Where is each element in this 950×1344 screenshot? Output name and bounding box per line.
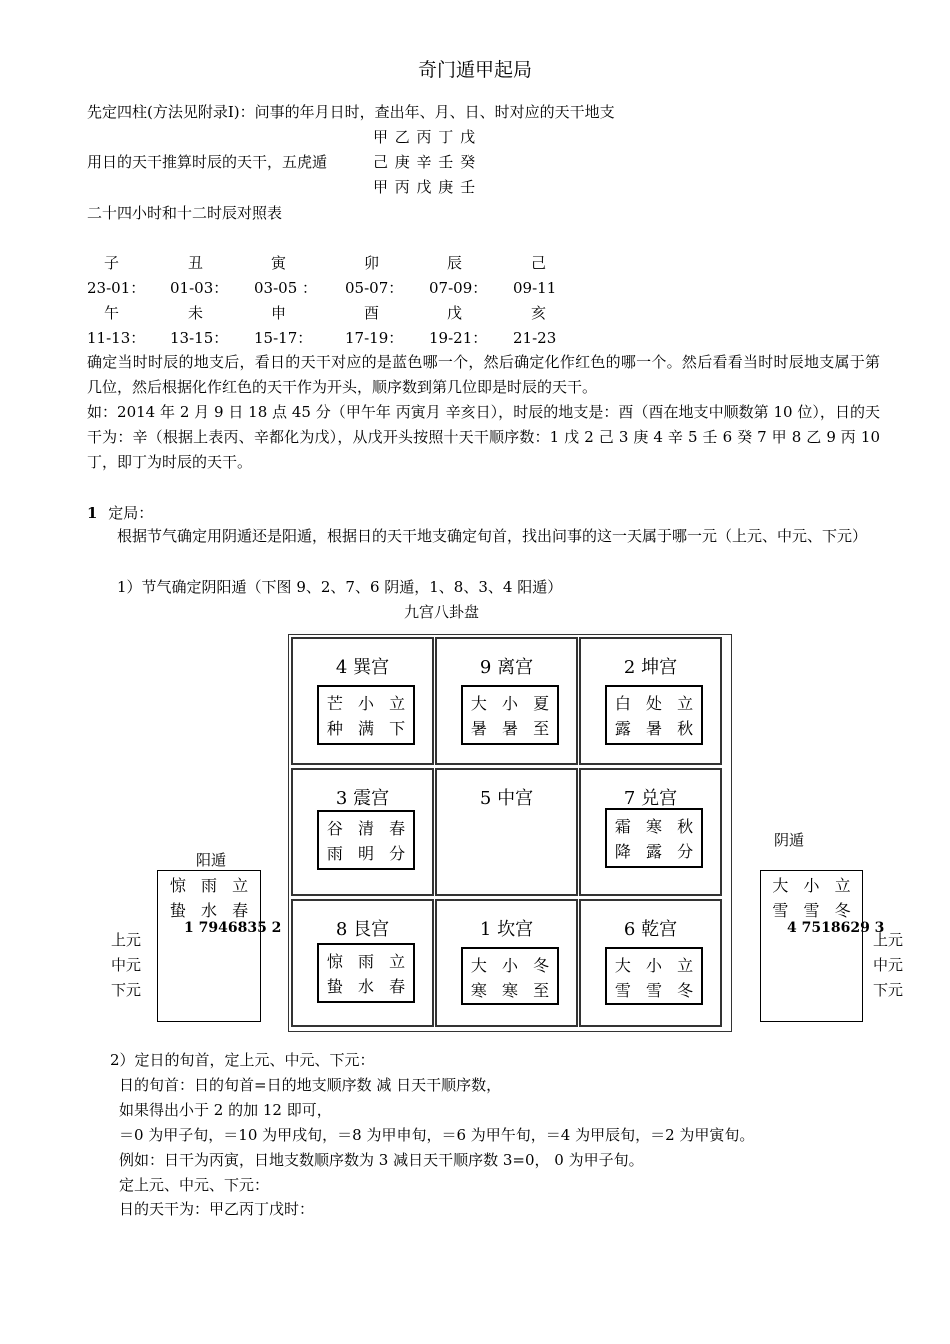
solar-term-line: 惊 雨 立 [169, 876, 254, 895]
branch-name: 戊 [447, 304, 463, 322]
hour-range: 23-01： [87, 279, 146, 297]
hour-range: 13-15： [170, 329, 229, 347]
solar-term-line: 芒 小 立 [326, 694, 411, 713]
solar-terms-box [317, 685, 415, 745]
palace-name: 6 乾宫 [623, 919, 678, 940]
yin-yuan-labels [873, 928, 903, 1003]
palace-name: 1 坎宫 [479, 919, 534, 940]
solar-term-line: 白 处 立 [614, 694, 699, 713]
branch-name: 卯 [364, 254, 380, 272]
section-number: 1 [87, 504, 98, 522]
body-line: 定上元、中元、下元： [119, 1176, 270, 1194]
solar-term-line: 蛰 水 春 [169, 901, 254, 920]
hour-range: 01-03： [170, 279, 229, 297]
solar-term-line: 寒 寒 至 [470, 981, 555, 1000]
branch-name: 亥 [531, 304, 547, 322]
solar-term-line: 大 小 夏 [470, 694, 555, 713]
branch-name: 丑 [188, 254, 204, 272]
solar-terms-box [605, 685, 703, 745]
yang-yuan-labels [111, 928, 141, 1003]
hour-range: 17-19： [345, 329, 404, 347]
yuan-label: 中元 [873, 956, 904, 974]
palace-3-zhen [291, 768, 434, 896]
hour-range: 03-05 ： [254, 279, 318, 297]
diagram-title: 九宫八卦盘 [404, 603, 480, 621]
solar-terms-box [605, 947, 703, 1005]
solar-terms-box [605, 808, 703, 868]
page-title: 奇门遁甲起局 [417, 59, 532, 81]
branch-name: 寅 [271, 254, 287, 272]
solar-term-line: 雪 雪 冬 [614, 981, 699, 1000]
palace-6-qian [579, 899, 722, 1027]
subsection-2: 2）定日的旬首，定上元、中元、下元： [110, 1051, 375, 1069]
branch-name: 辰 [447, 254, 463, 272]
branch-name: 申 [271, 304, 287, 322]
hour-range: 15-17： [254, 329, 313, 347]
palace-8-gen [291, 899, 434, 1027]
body-line: 日的天干为：甲乙丙丁戊时： [119, 1200, 315, 1218]
subsection-1: 1）节气确定阴阳遁（下图 9、2、7、6 阴遁，1、8、3、4 阳遁） [117, 578, 563, 596]
hour-table-title: 二十四小时和十二时辰对照表 [87, 204, 283, 222]
stem-row-3: 甲 丙 戊 庚 壬 [373, 178, 477, 196]
yuan-label: 下元 [873, 981, 904, 999]
palace-5-center [435, 768, 578, 896]
nine-palace-grid [288, 634, 732, 1032]
branch-name: 子 [104, 254, 120, 272]
yang-ju-numbers: 1 7946835 2 [184, 920, 282, 936]
hour-range: 19-21： [429, 329, 488, 347]
intro-line-2: 用日的天干推算时辰的天干，五虎遁 [87, 153, 328, 171]
solar-term-line: 蛰 水 春 [326, 977, 411, 996]
solar-terms-box [461, 947, 559, 1005]
yin-ju-numbers: 4 7518629 3 [787, 920, 885, 936]
solar-term-line: 暑 暑 至 [470, 719, 555, 738]
hour-range: 21-23 [513, 329, 557, 347]
solar-term-line: 种 满 下 [326, 719, 411, 738]
solar-terms-box [317, 943, 415, 1003]
palace-name: 7 兑宫 [623, 788, 678, 809]
branch-name: 午 [104, 304, 120, 322]
solar-term-line: 雨 明 分 [326, 844, 411, 863]
yin-dun-box [760, 870, 863, 1022]
branch-name: 酉 [364, 304, 380, 322]
palace-name: 2 坤宫 [623, 657, 678, 678]
palace-name: 3 震宫 [335, 788, 390, 809]
example-paragraph: 如：2014 年 2 月 9 日 18 点 45 分（甲午年 丙寅月 辛亥日），时辰的地支是：酉（酉在地支中顺数第 10 位），日的天干为：辛（根据上表丙、辛都化为戊），从戊开头按照十天干顺序数：1 戊 2 己 3 庚 4 辛 5 壬 6 癸 7 甲 8 乙 9 丙 10 丁，即丁为时辰的天干。 [87, 403, 880, 471]
palace-name: 9 离宫 [479, 657, 534, 678]
palace-name: 4 巽宫 [335, 657, 390, 678]
yuan-label: 上元 [873, 931, 904, 949]
yuan-label: 下元 [111, 981, 142, 999]
solar-term-line: 降 露 分 [614, 842, 699, 861]
branch-name: 己 [531, 254, 547, 272]
stem-row-2: 己 庚 辛 壬 癸 [373, 153, 477, 171]
body-line: 如果得出小于 2 的加 12 即可， [119, 1101, 332, 1119]
yang-dun-box [157, 870, 261, 1022]
explanation-paragraph: 确定当时时辰的地支后，看日的天干对应的是蓝色哪一个，然后确定化作红色的哪一个。然后看看当时时辰地支属于第几位，然后根据化作红色的天干作为开头，顺序数到第几位即是时辰的天干。 [87, 353, 880, 396]
solar-term-line: 雪 雪 冬 [772, 901, 856, 920]
yuan-label: 中元 [111, 956, 142, 974]
section-title: 定局： [108, 504, 154, 522]
body-line: ＝0 为甲子旬，＝10 为甲戌旬，＝8 为甲申旬，＝6 为甲午旬，＝4 为甲辰旬，＝2 为甲寅旬。 [119, 1126, 755, 1144]
hour-range: 07-09： [429, 279, 488, 297]
solar-terms-box [461, 685, 559, 745]
palace-name: 8 艮宫 [335, 919, 390, 940]
hour-range: 05-07： [345, 279, 404, 297]
solar-terms-box [317, 810, 415, 870]
solar-term-line: 露 暑 秋 [614, 719, 699, 738]
yuan-label: 上元 [111, 931, 142, 949]
hour-range: 09-11 [513, 279, 557, 297]
palace-4-xun [291, 637, 434, 765]
yang-dun-label: 阳遁 [196, 851, 227, 869]
solar-term-line: 惊 雨 立 [326, 952, 411, 971]
yin-dun-label: 阴遁 [774, 831, 805, 849]
solar-term-line: 大 小 立 [614, 956, 699, 975]
section-1-paragraph: 根据节气确定用阴遁还是阳遁，根据日的天干地支确定旬首，找出问事的这一天属于哪一元（上元、中元、下元） [117, 527, 868, 545]
palace-9-li [435, 637, 578, 765]
body-line: 例如：日干为丙寅，日地支数顺序数为 3 减日天干顺序数 3=0， 0 为甲子旬。 [119, 1151, 644, 1169]
branch-name: 未 [188, 304, 204, 322]
palace-2-kun [579, 637, 722, 765]
solar-term-line: 大 小 立 [772, 876, 856, 895]
section-1-heading [87, 503, 153, 523]
palace-name: 5 中宫 [479, 788, 534, 809]
solar-term-line: 谷 清 春 [326, 819, 411, 838]
palace-7-dui [579, 768, 722, 896]
body-line: 日的旬首：日的旬首=日的地支顺序数 减 日天干顺序数， [119, 1076, 502, 1094]
stem-row-1: 甲 乙 丙 丁 戊 [373, 128, 477, 146]
intro-line-1: 先定四柱(方法见附录Ⅰ)：问事的年月日时，查出年、月、日、时对应的天干地支 [87, 103, 615, 121]
hour-range: 11-13： [87, 329, 146, 347]
solar-term-line: 大 小 冬 [470, 956, 555, 975]
palace-1-kan [435, 899, 578, 1027]
solar-term-line: 霜 寒 秋 [614, 817, 699, 836]
